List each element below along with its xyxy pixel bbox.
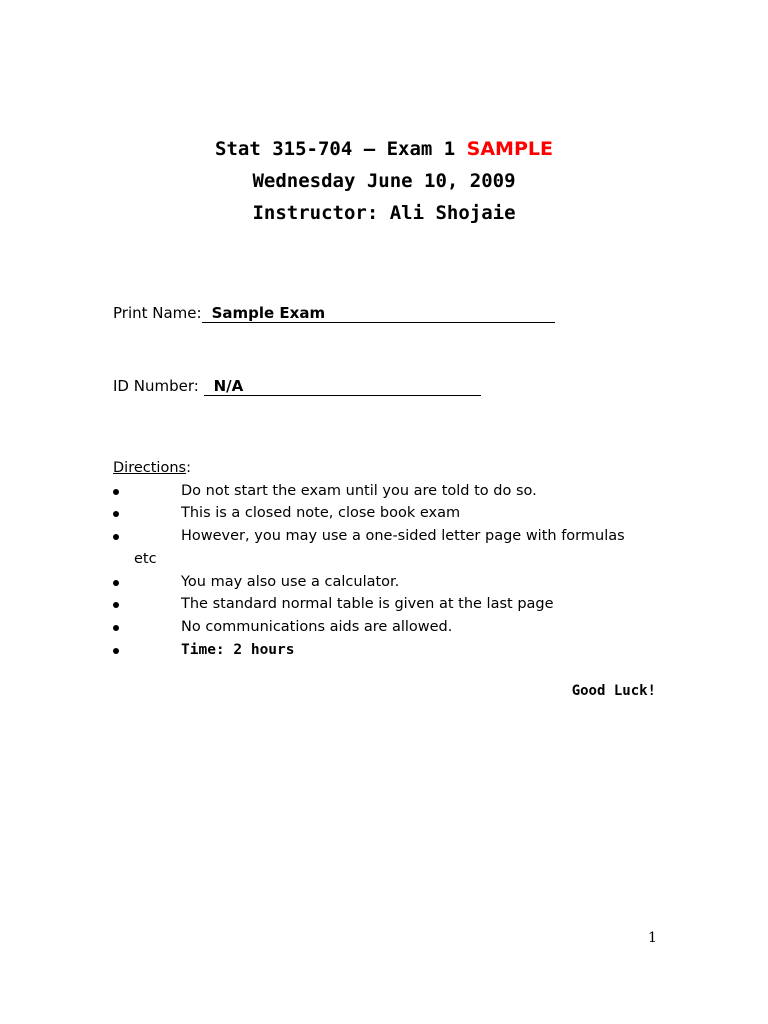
direction-text-continuation: etc xyxy=(134,550,157,567)
exam-title-block xyxy=(0,133,768,229)
bullet-icon xyxy=(113,489,119,495)
direction-item xyxy=(113,525,636,570)
directions-heading-row: Directions: xyxy=(113,460,191,476)
id-number-field xyxy=(113,377,481,396)
print-name-field xyxy=(113,304,555,323)
direction-item xyxy=(113,480,636,503)
page-number: 1 xyxy=(648,930,657,946)
bullet-icon xyxy=(113,534,119,540)
direction-text: You may also use a calculator. xyxy=(181,573,400,590)
instructor-line: Instructor: Ali Shojaie xyxy=(252,202,516,224)
print-name-value: Sample Exam xyxy=(202,304,555,323)
direction-item xyxy=(113,571,636,594)
direction-item xyxy=(113,616,636,639)
id-number-value: N/A xyxy=(204,377,481,396)
exam-date: Wednesday June 10, 2009 xyxy=(252,170,516,192)
print-name-label: Print Name: xyxy=(113,304,202,322)
exam-title xyxy=(0,133,768,165)
directions-heading: Directions xyxy=(113,460,187,476)
directions-list xyxy=(113,480,636,662)
direction-text: Do not start the exam until you are told to do so. xyxy=(181,482,537,499)
direction-text: The standard normal table is given at the last page xyxy=(181,596,554,613)
bullet-icon xyxy=(113,511,119,517)
bullet-icon xyxy=(113,625,119,631)
sample-label: SAMPLE xyxy=(466,138,553,160)
bullet-icon xyxy=(113,648,119,654)
direction-item xyxy=(113,639,636,662)
direction-item xyxy=(113,502,636,525)
direction-item xyxy=(113,593,636,616)
good-luck-note: Good Luck! xyxy=(571,683,656,699)
id-number-label: ID Number: xyxy=(113,377,204,395)
direction-text-time: Time: 2 hours xyxy=(181,641,295,658)
bullet-icon xyxy=(113,580,119,586)
direction-text: No communications aids are allowed. xyxy=(181,618,453,635)
bullet-icon xyxy=(113,602,119,608)
course-exam-title: Stat 315-704 – Exam 1 xyxy=(215,138,456,160)
direction-text: However, you may use a one-sided letter page with formulas xyxy=(181,528,625,545)
direction-text: This is a closed note, close book exam xyxy=(181,505,461,522)
directions-section xyxy=(113,457,636,661)
